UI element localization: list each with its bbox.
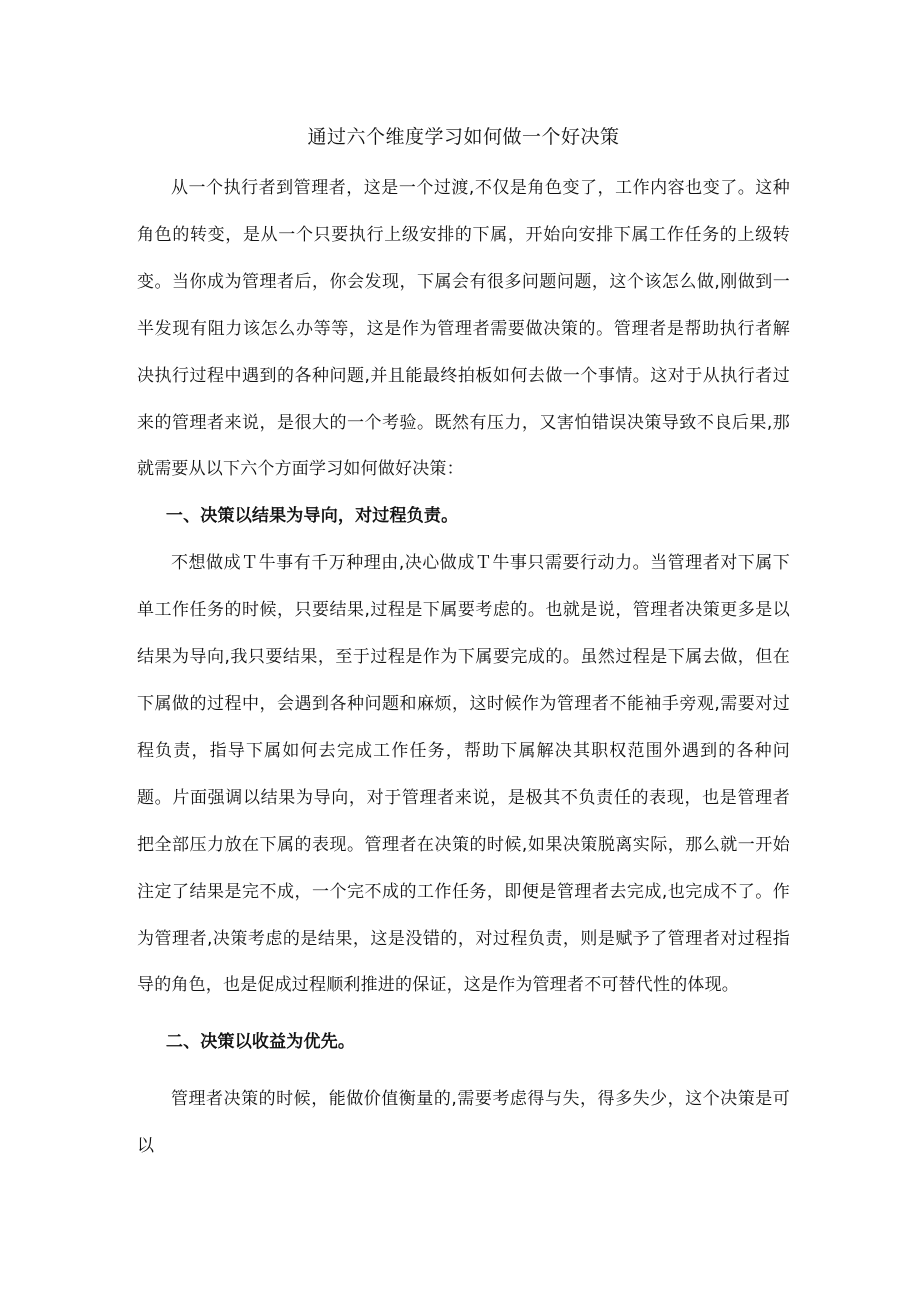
section-spacer	[137, 1066, 790, 1076]
document-title: 通过六个维度学习如何做一个好决策	[307, 126, 620, 148]
section-2-paragraph: 管理者决策的时候，能做价值衡量的,需要考虑得与失，得多失少，这个决策是可以	[137, 1089, 790, 1157]
intro-paragraph: 从一个执行者到管理者，这是一个过渡,不仅是角色变了，工作内容也变了。这种角色的转变，是从一个只要执行上级安排的下属，开始向安排下属工作任务的上级转变。当你成为管理者后，你会发现，下属会有很多问题问题，这个该怎么做,刚做到一半发现有阻力该怎么办等等，这是作为管理者需要做决策的。管理者是帮助执行者解决执行过程中遇到的各种问题,并且能最终拍板如何去做一个事情。这对于从执行者过来的管理者来说，是很大的一个考验。既然有压力，又害怕错误决策导致不良后果,那就需要从以下六个方面学习如何做好决策：	[137, 178, 790, 480]
section-1-paragraph: 不想做成Ｔ牛事有千万种理由,决心做成Ｔ牛事只需要行动力。当管理者对下属下单工作任务的时候，只要结果,过程是下属要考虑的。也就是说，管理者决策更多是以结果为导向,我只要结果，至于过程是作为下属要完成的。虽然过程是下属去做，但在下属做的过程中，会遇到各种问题和麻烦，这时候作为管理者不能袖手旁观,需要对过程负责，指导下属如何去完成工作任务，帮助下属解决其职权范围外遇到的各种问题。片面强调以结果为导向，对于管理者来说，是极其不负责任的表现，也是管理者把全部压力放在下属的表现。管理者在决策的时候,如果决策脱离实际，那么就一开始注定了结果是完不成，一个完不成的工作任务，即便是管理者去完成,也完成不了。作为管理者,决策考虑的是结果，这是没错的，对过程负责，则是赋予了管理者对过程指导的角色，也是促成过程顺利推进的保证，这是作为管理者不可替代性的体现。	[137, 553, 790, 996]
section-spacer	[137, 1009, 790, 1019]
section-2-heading: 二、决策以收益为优先。	[165, 1032, 356, 1053]
section-1-heading: 一、决策以结果为导向，对过程负责。	[165, 506, 459, 527]
